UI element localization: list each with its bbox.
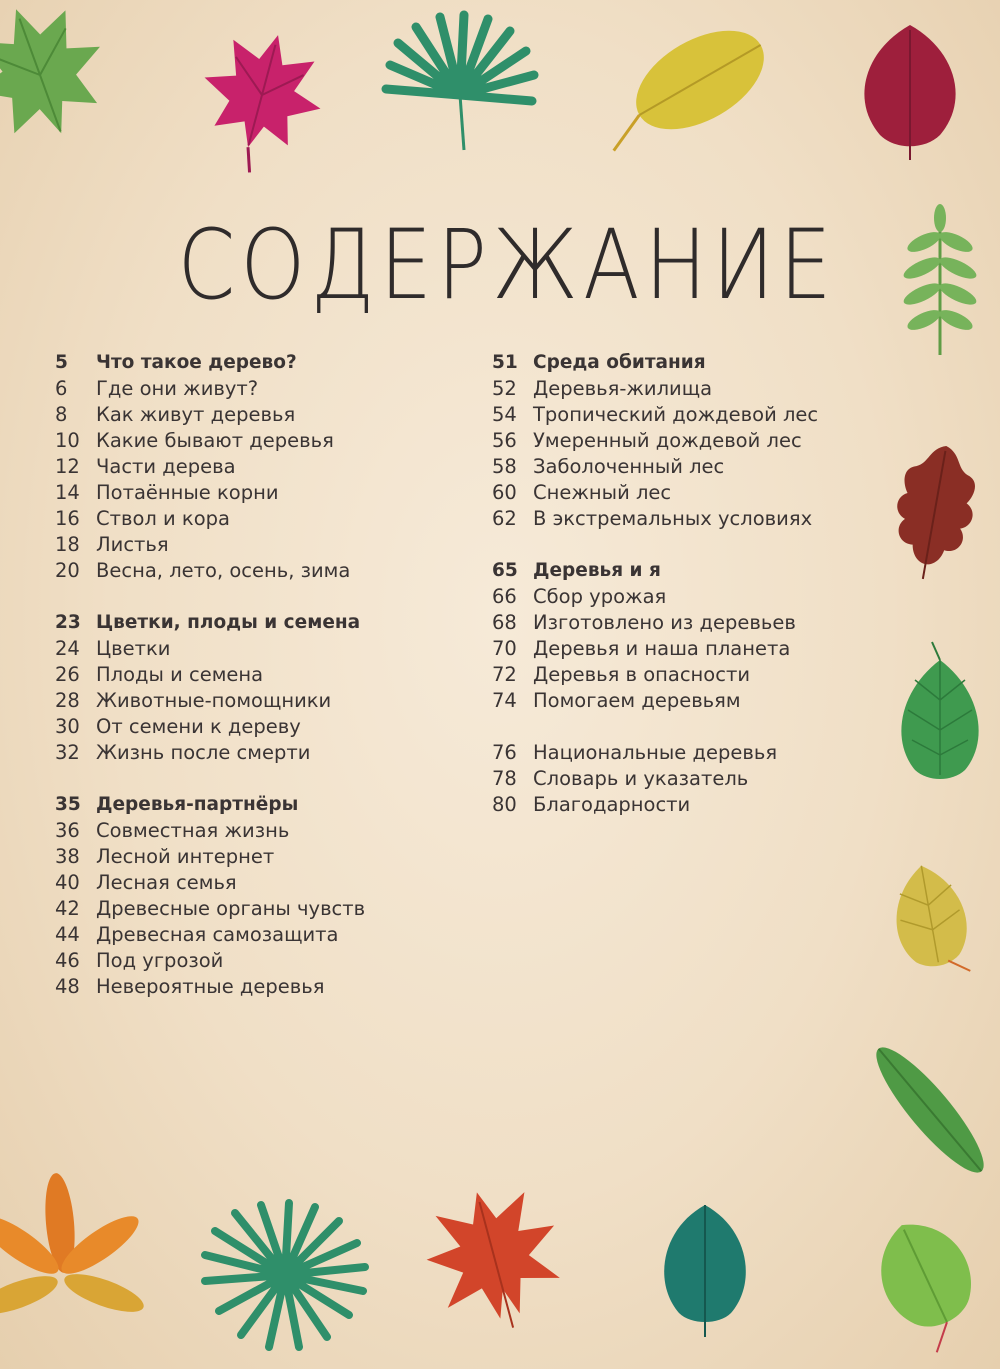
toc-page-number: 54 xyxy=(492,403,517,426)
toc-entry-title: Деревья и наша планета xyxy=(533,637,791,660)
toc-entry[interactable] xyxy=(55,714,475,740)
toc-page-number: 48 xyxy=(55,975,80,998)
toc-entry[interactable] xyxy=(55,506,475,532)
toc-entry[interactable] xyxy=(492,454,912,480)
toc-section-heading[interactable] xyxy=(55,792,475,818)
toc-section-heading[interactable] xyxy=(492,350,912,376)
toc-entry[interactable] xyxy=(492,688,912,714)
toc-entry-title: Невероятные деревья xyxy=(96,975,325,998)
toc-page-number: 52 xyxy=(492,377,517,400)
toc-entry[interactable] xyxy=(55,740,475,766)
toc-page-number: 14 xyxy=(55,481,80,504)
toc-entry[interactable] xyxy=(55,922,475,948)
toc-page-number: 65 xyxy=(492,560,518,581)
toc-section xyxy=(55,610,475,766)
toc-section xyxy=(492,350,912,532)
willow-leaf-icon xyxy=(863,1036,996,1184)
toc-entry-title: Где они живут? xyxy=(96,377,259,400)
toc-entry-title: В экстремальных условиях xyxy=(533,507,813,530)
toc-entry-title: Древесные органы чувств xyxy=(96,897,366,920)
toc-entry[interactable] xyxy=(492,662,912,688)
toc-entry[interactable] xyxy=(492,506,912,532)
toc-entry[interactable] xyxy=(55,532,475,558)
birch-leaf-icon xyxy=(901,642,978,779)
toc-entry-title: Снежный лес xyxy=(533,481,672,504)
toc-page-number: 28 xyxy=(55,689,80,712)
toc-entry-title: Части дерева xyxy=(96,455,236,478)
toc-entry-title: Совместная жизнь xyxy=(96,819,290,842)
toc-entry[interactable] xyxy=(55,870,475,896)
toc-entry-title: Словарь и указатель xyxy=(533,767,749,790)
toc-entry[interactable] xyxy=(55,818,475,844)
toc-entry-title: Деревья-жилища xyxy=(533,377,713,400)
toc-page-number: 38 xyxy=(55,845,80,868)
toc-entry[interactable] xyxy=(492,376,912,402)
toc-entry[interactable] xyxy=(55,844,475,870)
toc-entry[interactable] xyxy=(492,428,912,454)
toc-page-number: 35 xyxy=(55,794,81,815)
toc-entry-title: Благодарности xyxy=(533,793,691,816)
toc-page-number: 42 xyxy=(55,897,80,920)
toc-entry-title: Заболоченный лес xyxy=(533,455,725,478)
toc-page-number: 60 xyxy=(492,481,517,504)
toc-entry-title: Тропический дождевой лес xyxy=(533,403,819,426)
toc-page-number: 12 xyxy=(55,455,80,478)
yellow-leaf-icon xyxy=(585,10,781,169)
toc-section-heading[interactable] xyxy=(492,558,912,584)
toc-entry[interactable] xyxy=(55,558,475,584)
toc-entry[interactable] xyxy=(55,662,475,688)
toc-page-number: 30 xyxy=(55,715,80,738)
toc-entry-title: Весна, лето, осень, зима xyxy=(96,559,351,582)
crimson-leaf-icon xyxy=(864,25,955,160)
toc-entry-title: Плоды и семена xyxy=(96,663,264,686)
toc-page-number: 20 xyxy=(55,559,80,582)
chestnut-leaf-icon xyxy=(0,1172,148,1322)
magenta-maple-leaf-icon xyxy=(184,20,336,186)
toc-entry[interactable] xyxy=(55,454,475,480)
toc-entry[interactable] xyxy=(492,402,912,428)
toc-column-right xyxy=(492,350,912,844)
toc-page-number: 26 xyxy=(55,663,80,686)
toc-page-number: 36 xyxy=(55,819,80,842)
toc-page-number: 68 xyxy=(492,611,517,634)
toc-entry[interactable] xyxy=(55,402,475,428)
toc-entry-title: Среда обитания xyxy=(533,352,706,373)
toc-entry-title: Жизнь после смерти xyxy=(96,741,311,764)
toc-entry[interactable] xyxy=(55,636,475,662)
toc-entry-title: Ствол и кора xyxy=(96,507,230,530)
toc-page-number: 72 xyxy=(492,663,517,686)
toc-page-number: 32 xyxy=(55,741,80,764)
toc-page-number: 6 xyxy=(55,377,68,400)
toc-entry[interactable] xyxy=(492,792,912,818)
fern-leaf-icon xyxy=(901,204,979,355)
toc-page-number: 58 xyxy=(492,455,517,478)
toc-section xyxy=(492,740,912,818)
toc-entry[interactable] xyxy=(492,636,912,662)
toc-page-number: 16 xyxy=(55,507,80,530)
toc-entry[interactable] xyxy=(55,896,475,922)
toc-entry-title: Деревья в опасности xyxy=(533,663,750,686)
yellow-birch-leaf-icon xyxy=(887,860,975,982)
page-title: СОДЕРЖАНИЕ xyxy=(177,209,837,321)
palm-leaf-icon xyxy=(386,15,534,150)
toc-entry-title: Сбор урожая xyxy=(533,585,667,608)
toc-entry-title: Что такое дерево? xyxy=(96,352,297,373)
toc-page-number: 70 xyxy=(492,637,517,660)
toc-entry[interactable] xyxy=(492,740,912,766)
toc-page-number: 66 xyxy=(492,585,517,608)
toc-page-number: 76 xyxy=(492,741,517,764)
toc-entry-title: Деревья-партнёры xyxy=(96,794,299,815)
toc-column-left xyxy=(55,350,475,1026)
toc-entry-title: Какие бывают деревья xyxy=(96,429,334,452)
toc-page-number: 74 xyxy=(492,689,517,712)
toc-page-number: 51 xyxy=(492,352,518,373)
toc-entry[interactable] xyxy=(55,428,475,454)
toc-entry-title: Цветки, плоды и семена xyxy=(96,612,361,633)
toc-section xyxy=(492,558,912,714)
toc-section xyxy=(55,350,475,584)
palm-leaf-bottom-icon xyxy=(205,1203,365,1347)
toc-entry[interactable] xyxy=(492,766,912,792)
toc-entry-title: Потаённые корни xyxy=(96,481,279,504)
toc-entry[interactable] xyxy=(55,948,475,974)
toc-entry-title: Цветки xyxy=(96,637,171,660)
toc-page-number: 56 xyxy=(492,429,517,452)
toc-section-heading[interactable] xyxy=(55,610,475,636)
toc-entry-title: Деревья и я xyxy=(533,560,661,581)
toc-page-number: 23 xyxy=(55,612,81,633)
toc-entry[interactable] xyxy=(55,974,475,1000)
toc-entry[interactable] xyxy=(55,376,475,402)
toc-page-number: 10 xyxy=(55,429,80,452)
toc-entry[interactable] xyxy=(492,610,912,636)
toc-page-number: 24 xyxy=(55,637,80,660)
toc-page-number: 8 xyxy=(55,403,68,426)
toc-entry-title: Животные-помощники xyxy=(96,689,332,712)
toc-entry-title: Лесной интернет xyxy=(96,845,275,868)
toc-page-number: 62 xyxy=(492,507,517,530)
toc-page-number: 18 xyxy=(55,533,80,556)
toc-entry-title: От семени к дереву xyxy=(96,715,301,738)
toc-page-number: 40 xyxy=(55,871,80,894)
toc-entry[interactable] xyxy=(492,480,912,506)
toc-entry-title: Умеренный дождевой лес xyxy=(533,429,802,452)
toc-entry-title: Листья xyxy=(96,533,169,556)
green-maple-leaf-icon xyxy=(0,0,123,156)
toc-entry-title: Помогаем деревьям xyxy=(533,689,741,712)
teal-leaf-icon xyxy=(664,1205,746,1337)
toc-entry[interactable] xyxy=(492,584,912,610)
toc-entry-title: Национальные деревья xyxy=(533,741,778,764)
toc-section xyxy=(55,792,475,1000)
toc-entry-title: Лесная семья xyxy=(96,871,237,894)
toc-entry-title: Под угрозой xyxy=(96,949,224,972)
toc-entry-title: Как живут деревья xyxy=(96,403,296,426)
toc-section-heading[interactable] xyxy=(55,350,475,376)
toc-entry[interactable] xyxy=(55,688,475,714)
toc-entry-title: Древесная самозащита xyxy=(96,923,339,946)
toc-page-number: 80 xyxy=(492,793,517,816)
toc-page-number: 44 xyxy=(55,923,80,946)
green-heart-leaf-icon xyxy=(862,1207,996,1361)
toc-page-number: 78 xyxy=(492,767,517,790)
toc-entry-title: Изготовлено из деревьев xyxy=(533,611,796,634)
toc-page-number: 46 xyxy=(55,949,80,972)
toc-page-number: 5 xyxy=(55,352,68,373)
red-oak-leaf-icon xyxy=(413,1175,577,1344)
toc-entry[interactable] xyxy=(55,480,475,506)
